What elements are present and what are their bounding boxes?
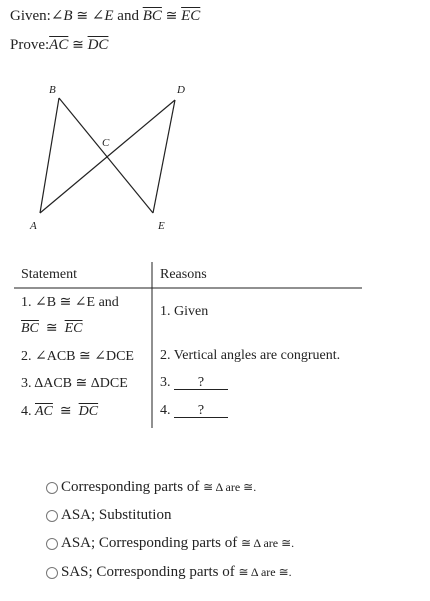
- given-angle-e: ∠E: [91, 8, 114, 24]
- reasons-header: Reasons: [160, 267, 207, 282]
- option-4-symbols: ≅ Δ are ≅.: [238, 565, 292, 579]
- point-c-label: C: [102, 137, 110, 149]
- statement-4-number: 4.: [21, 404, 32, 419]
- given-segment-bc: $\overline{BC}$: [142, 8, 162, 24]
- radio-button[interactable]: [46, 538, 58, 550]
- option-3-symbols: ≅ Δ are ≅.: [241, 536, 295, 550]
- statement-3: 3. ΔACB ≅ ΔDCE: [21, 376, 128, 391]
- given-statement: [10, 6, 200, 25]
- answer-option-1[interactable]: [46, 479, 256, 496]
- option-3-text: ASA; Corresponding parts of: [61, 535, 238, 551]
- proof-table: [14, 262, 362, 430]
- radio-button[interactable]: [46, 510, 58, 522]
- given-segment-ec: $\overline{EC}$: [181, 8, 201, 24]
- congruent-symbol: ≅: [72, 38, 84, 53]
- statement-2: 2. ∠ACB ≅ ∠DCE: [21, 349, 134, 364]
- radio-button[interactable]: [46, 482, 58, 494]
- segment-ab: [40, 98, 59, 213]
- reason-3-blank: ?: [174, 376, 228, 390]
- reason-4-number: 4.: [160, 403, 171, 418]
- statement-4: [21, 403, 98, 420]
- answer-option-4[interactable]: [46, 564, 292, 581]
- segment-ad: [40, 100, 175, 213]
- answer-option-3[interactable]: [46, 535, 294, 552]
- point-b-label: B: [49, 84, 56, 96]
- geometry-figure: [20, 78, 200, 238]
- reason-1: 1. Given: [160, 304, 209, 319]
- statement-1-line-2: [21, 320, 83, 337]
- prove-segment-ac: $\overline{AC}$: [49, 37, 69, 53]
- point-d-label: D: [177, 84, 185, 96]
- radio-button[interactable]: [46, 567, 58, 579]
- congruent-symbol: ≅: [59, 404, 72, 419]
- statement-1-line-1: 1. ∠B ≅ ∠E and: [21, 295, 119, 310]
- option-1-text: Corresponding parts of: [61, 479, 200, 495]
- reason-3-number: 3.: [160, 375, 171, 390]
- option-4-text: SAS; Corresponding parts of: [61, 564, 235, 580]
- congruent-symbol: ≅: [45, 321, 58, 336]
- reason-2: 2. Vertical angles are congruent.: [160, 348, 341, 363]
- given-angle-b: ∠B: [50, 8, 73, 24]
- given-label: Given:: [10, 8, 51, 24]
- segment-be: [59, 98, 153, 213]
- option-2-text: ASA; Substitution: [61, 507, 172, 523]
- reason-3: [160, 375, 228, 391]
- segment-dc: $\overline{DC}$: [78, 404, 99, 419]
- segment-ac: $\overline{AC}$: [35, 404, 53, 419]
- prove-label: Prove:: [10, 37, 50, 53]
- point-e-label: E: [158, 220, 165, 232]
- statement-header: Statement: [21, 267, 77, 282]
- reason-4-blank: ?: [174, 404, 228, 418]
- congruent-symbol: ≅: [165, 9, 178, 24]
- reason-4: [160, 403, 228, 419]
- prove-segment-dc: $\overline{DC}$: [87, 37, 109, 53]
- congruent-symbol: ≅: [76, 9, 89, 24]
- given-and: and: [117, 8, 139, 24]
- prove-statement: [10, 37, 108, 54]
- point-a-label: A: [30, 220, 37, 232]
- segment-de: [153, 100, 175, 213]
- segment-bc: $\overline{BC}$: [21, 321, 39, 336]
- option-1-symbols: ≅ Δ are ≅.: [203, 480, 257, 494]
- answer-option-2[interactable]: [46, 507, 171, 524]
- segment-ec: $\overline{EC}$: [64, 321, 83, 336]
